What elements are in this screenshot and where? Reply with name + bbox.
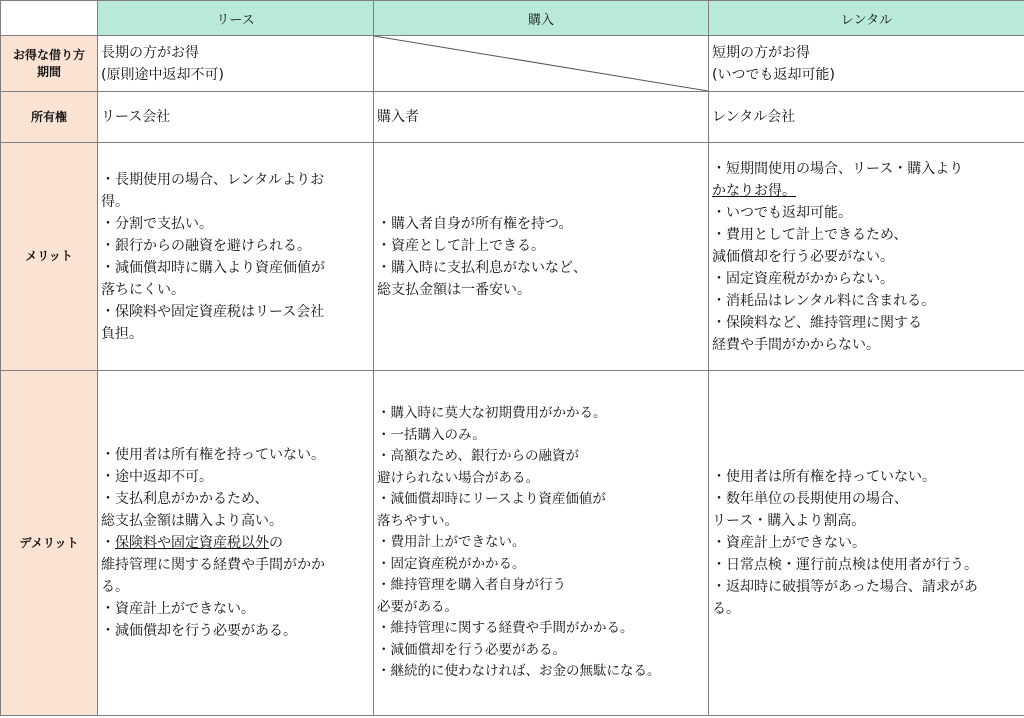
cell-line: ・固定資産税がかかる。 bbox=[377, 555, 526, 572]
cell-ownership-rental: レンタル会社 bbox=[709, 92, 1024, 143]
cell-line: ・保険料や固定資産税はリース会社 bbox=[101, 303, 325, 320]
bullet: ・ bbox=[101, 535, 115, 551]
cell-line: 総支払金額は一番安い。 bbox=[377, 281, 531, 298]
cell-line: ・減価償却を行う必要がある。 bbox=[377, 641, 566, 658]
cell-ownership-lease: リース会社 bbox=[98, 92, 374, 143]
cell-line: ・固定資産税がかからない。 bbox=[712, 270, 894, 287]
header-row bbox=[1, 1, 1024, 36]
row-header-period bbox=[1, 36, 98, 92]
cell-period-lease bbox=[98, 36, 374, 92]
cell-line: ・購入時に莫大な初期費用がかかる。 bbox=[377, 405, 607, 422]
cell-line: る。 bbox=[712, 601, 740, 617]
cell-line: 必要がある。 bbox=[377, 598, 458, 615]
row-merit bbox=[1, 143, 1024, 371]
cell-demerit-purchase bbox=[374, 371, 709, 716]
cell-line: ・保険料など、維持管理に関する bbox=[712, 314, 922, 331]
cell-line: ・支払利息がかかるため、 bbox=[101, 491, 269, 507]
row-header-ownership: 所有権 bbox=[1, 92, 98, 143]
cell-line: 負担。 bbox=[101, 325, 143, 342]
cell-line: ・維持管理に関する経費や手間がかかる。 bbox=[377, 620, 634, 637]
cell-line: ・日常点検・運行前点検は使用者が行う。 bbox=[712, 557, 978, 573]
cell-line: ・銀行からの融資を避けられる。 bbox=[101, 237, 311, 254]
cell-line: 得。 bbox=[101, 193, 129, 210]
cell-line: リース・購入より割高。 bbox=[712, 513, 866, 529]
row-ownership bbox=[1, 92, 1024, 143]
row-demerit bbox=[1, 371, 1024, 716]
cell-merit-rental bbox=[709, 143, 1024, 371]
row-header-period-line: 期間 bbox=[36, 64, 61, 79]
cell-line: ・消耗品はレンタル料に含まれる。 bbox=[712, 292, 936, 309]
cell-period-purchase-not-applicable bbox=[374, 36, 709, 92]
cell-line: ・継続的に使わなければ、お金の無駄になる。 bbox=[377, 663, 661, 680]
row-header-demerit: デメリット bbox=[1, 371, 98, 716]
cell-merit-purchase bbox=[374, 143, 709, 371]
cell-line: ・減価償却時に購入より資産価値が bbox=[101, 259, 325, 276]
cell-line: ・費用として計上できるため、 bbox=[712, 226, 908, 243]
cell-line: ・使用者は所有権を持っていない。 bbox=[101, 447, 325, 463]
cell-merit-lease bbox=[98, 143, 374, 371]
cell-ownership-purchase: 購入者 bbox=[374, 92, 709, 143]
cell-line: ・購入時に支払利息がないなど、 bbox=[377, 259, 587, 276]
cell-line: 落ちやすい。 bbox=[377, 512, 458, 529]
underlined-text: 保険料や固定資産税以外 bbox=[115, 535, 269, 551]
cell-line: ・長期使用の場合、レンタルよりお bbox=[101, 171, 325, 188]
row-header-merit: メリット bbox=[1, 143, 98, 371]
column-header-rental: レンタル bbox=[709, 1, 1024, 36]
row-header-period-line: お得な借り方 bbox=[12, 47, 85, 62]
cell-line: ・短期間使用の場合、リース・購入より bbox=[712, 160, 964, 177]
cell-line: ・減価償却時にリースより資産価値が bbox=[377, 491, 606, 508]
cell-line: 減価償却を行う必要がない。 bbox=[712, 248, 894, 265]
column-header-lease: リース bbox=[98, 1, 374, 36]
cell-line: る。 bbox=[101, 579, 129, 595]
cell-demerit-lease bbox=[98, 371, 374, 716]
column-header-purchase: 購入 bbox=[374, 1, 709, 36]
cell-line: 総支払金額は購入より高い。 bbox=[101, 513, 283, 529]
cell-line: 短期の方がお得 bbox=[712, 44, 810, 61]
cell-line: (原則途中返却不可) bbox=[101, 66, 224, 83]
cell-line: ・資産計上ができない。 bbox=[101, 601, 255, 617]
cell-line: 長期の方がお得 bbox=[101, 44, 199, 61]
cell-line: ・資産として計上できる。 bbox=[377, 237, 545, 254]
cell-line: 避けられない場合がある。 bbox=[377, 469, 539, 486]
cell-line: ・高額なため、銀行からの融資が bbox=[377, 448, 579, 465]
cell-line: ・減価償却を行う必要がある。 bbox=[101, 623, 297, 639]
cell-line: ・途中返却不可。 bbox=[101, 469, 213, 485]
row-period bbox=[1, 36, 1024, 92]
corner-cell bbox=[1, 1, 98, 36]
cell-line: ・返却時に破損等があった場合、請求があ bbox=[712, 579, 978, 595]
cell-line: 落ちにくい。 bbox=[101, 281, 185, 298]
cell-line: ・費用計上ができない。 bbox=[377, 534, 526, 551]
cell-line-mixed bbox=[101, 532, 373, 554]
suffix-text: の bbox=[269, 535, 283, 551]
cell-line: ・いつでも返却可能。 bbox=[712, 204, 852, 221]
cell-demerit-rental bbox=[709, 371, 1024, 716]
cell-line: ・購入者自身が所有権を持つ。 bbox=[377, 215, 573, 232]
cell-line: ・数年単位の長期使用の場合、 bbox=[712, 491, 908, 507]
cell-line-underlined: かなりお得。 bbox=[712, 182, 796, 199]
cell-line: ・使用者は所有権を持っていない。 bbox=[712, 469, 936, 485]
cell-line: ・一括購入のみ。 bbox=[377, 426, 486, 443]
cell-period-rental bbox=[709, 36, 1024, 92]
cell-line: ・維持管理を購入者自身が行う bbox=[377, 577, 566, 594]
cell-line: 経費や手間がかからない。 bbox=[712, 336, 880, 353]
cell-line: ・分割で支払い。 bbox=[101, 215, 213, 232]
cell-line: ・資産計上ができない。 bbox=[712, 535, 866, 551]
diagonal-line bbox=[374, 36, 708, 91]
cell-line: (いつでも返却可能) bbox=[712, 66, 835, 83]
cell-line: 維持管理に関する経費や手間がかか bbox=[101, 557, 325, 573]
